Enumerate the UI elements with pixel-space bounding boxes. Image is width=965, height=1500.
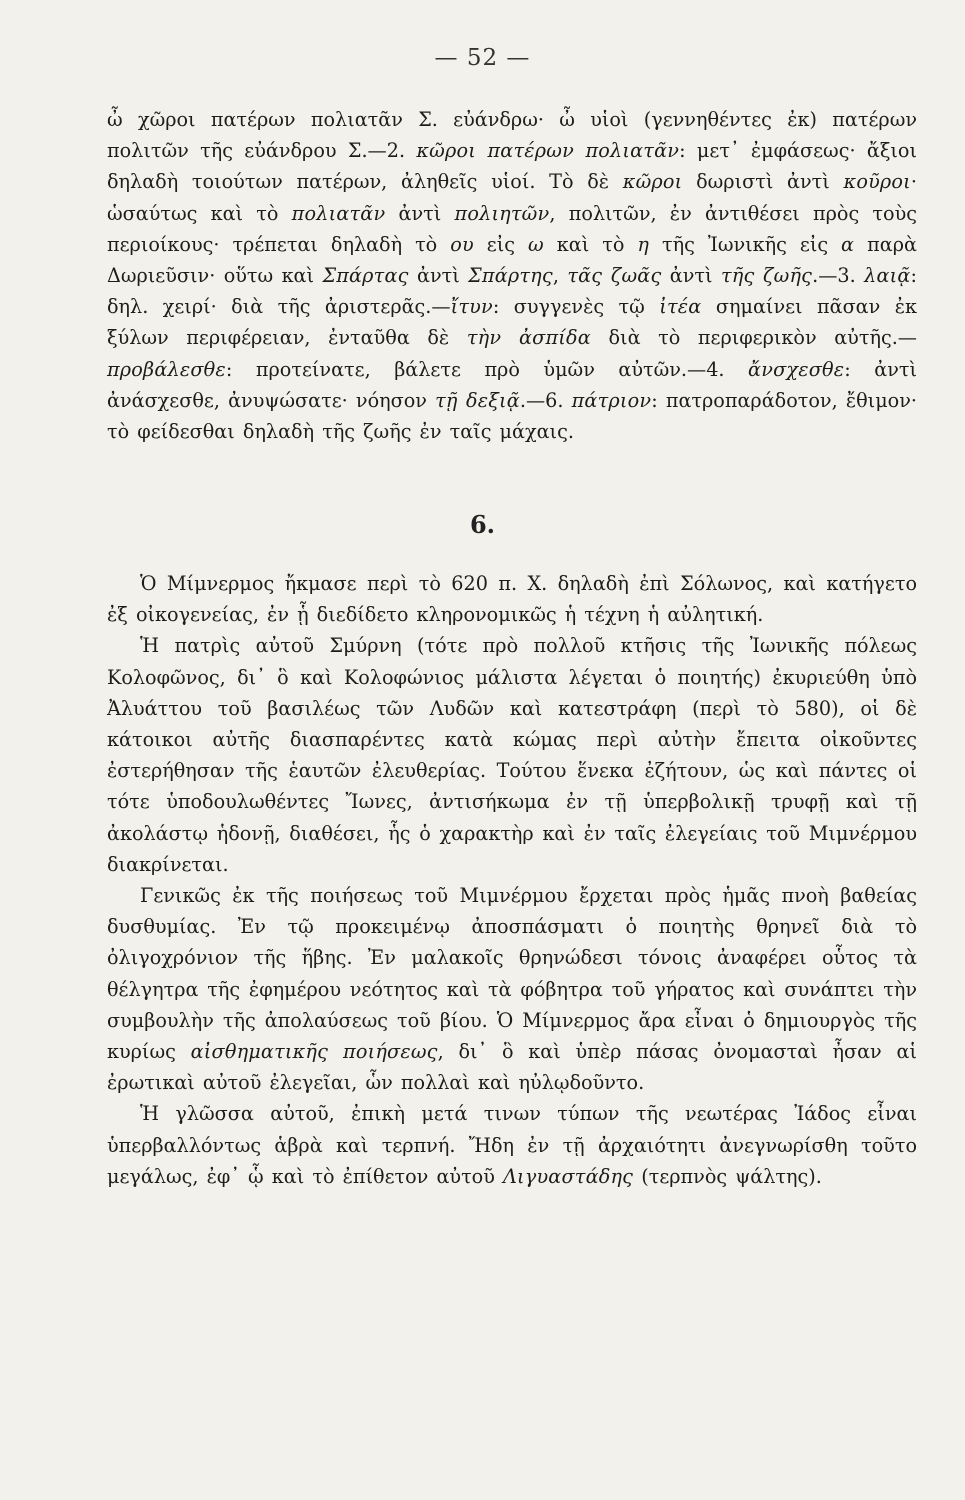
paragraph (107, 880, 917, 1098)
section-number: 6. (469, 510, 496, 539)
commentary-paragraph (107, 104, 917, 447)
note-text: εἰς (473, 232, 528, 256)
note-lemma: Σπάρτας (322, 264, 409, 288)
note-lemma: η (637, 232, 650, 256)
note-lemma: προβάλεσθε (107, 357, 226, 381)
note-text: ὦ χῶροι πατέρων πολιατᾶν Σ. εὐάνδρω· ὦ υἱοὶ (γεννηθέντες ἐκ) πατέρων πολιτῶν τῆς εὐάνδρου Σ.—2. (107, 108, 917, 163)
paragraph-text: Γενικῶς ἐκ τῆς ποιήσεως τοῦ Μιμνέρμου ἔρχεται πρὸς ἡμᾶς πνοὴ βαθείας δυσθυμίας. Ἐν τῷ προκειμένῳ ἀποσπάσματι ὁ ποιητὴς θρηνεῖ διὰ τὸ ὀλιγοχρόνιον τῆς ἥβης. Ἐν μαλακοῖς θρηνώδεσι τόνοις ἀναφέρει οὗτος τὰ θέλγητρα τῆς ἐφημέρου νεότητος καὶ τὰ φόβητρα τοῦ γήρατος καὶ συνάπτει τὴν συμβουλὴν τῆς ἀπολαύσεως τοῦ βίου. Ὁ Μίμνερμος ἄρα εἶναι ὁ δημιουργὸς τῆς κυρίως (107, 884, 917, 1064)
emphasized-term: αἰσθηματικῆς ποιήσεως (190, 1040, 438, 1064)
note-lemma: τᾶς ζωᾶς (567, 264, 662, 288)
note-lemma: α (841, 232, 855, 256)
note-lemma: τῆς ζωῆς (720, 264, 813, 288)
paragraph: Ὁ Μίμνερμος ἤκμασε περὶ τὸ 620 π. Χ. δηλαδὴ ἐπὶ Σόλωνος, καὶ κατήγετο ἐξ οἰκογενείας, ἐν ᾗ διεδίδετο κληρονομικῶς ἡ τέχνη ἡ αὐλητική. (107, 572, 917, 627)
note-lemma: πάτριον (571, 388, 652, 412)
note-lemma: κοῦροι (843, 170, 911, 194)
note-lemma: κῶροι (622, 170, 683, 194)
note-text: : συγγενὲς τῷ (492, 295, 660, 319)
note-text: : δηλ. χειρί· διὰ τῆς ἀριστερᾶς.— (107, 264, 917, 319)
emphasized-term: Λιγυαστάδης (503, 1164, 634, 1188)
note-text: : μετ᾽ ἐμφάσεως· ἄξιοι δηλαδὴ τοιούτων πατέρων, ἀληθεῖς υἱοί. Τὸ δὲ (107, 139, 917, 194)
note-text: τῆς Ἰωνικῆς εἰς (649, 232, 842, 256)
note-text: σημαίνει πᾶσαν ἐκ ξύλων περιφέρειαν, ἐνταῦθα δὲ (107, 295, 918, 350)
paragraph (107, 1098, 917, 1192)
note-text: .—6. (519, 388, 572, 412)
commentary-notes (107, 104, 917, 447)
paragraph-text: , δι᾽ ὃ καὶ ὑπὲρ πάσας ὀνομασταὶ ἦσαν αἱ ἐρωτικαὶ αὐτοῦ ἐλεγεῖαι, ὧν πολλαὶ καὶ ηὐλῳδοῦντο. (107, 1040, 917, 1095)
note-text: διὰ τὸ περιφερικὸν αὐτῆς.— (590, 326, 917, 350)
note-text: · ὡσαύτως καὶ τὸ (107, 170, 917, 225)
note-lemma: τὴν ἀσπίδα (466, 326, 591, 350)
note-text: .—3. (812, 264, 865, 288)
note-text: , πολιτῶν, ἐν ἀντιθέσει πρὸς τοὺς περιοίκους· τρέπεται δηλαδὴ τὸ (107, 201, 917, 256)
note-text: : προτείνατε, βάλετε πρὸ ὑμῶν αὐτῶν.—4. (225, 357, 749, 381)
paragraph-text: Ἡ γλῶσσα αὐτοῦ, ἐπικὴ μετά τινων τύπων τῆς νεωτέρας Ἰάδος εἶναι ὑπερβαλλόντως ἁβρὰ καὶ τερπνή. Ἤδη ἐν τῇ ἀρχαιότητι ἀνεγνωρίσθη τοῦτο μεγάλως, ἐφ᾽ ᾧ καὶ τὸ ἐπίθετον αὐτοῦ (107, 1102, 917, 1188)
note-lemma: ω (527, 232, 544, 256)
note-lemma: ἴτυν (450, 295, 493, 319)
body-text (107, 568, 917, 1192)
page-number: — 52 — (434, 45, 531, 71)
note-text: : πατροπαράδοτον, ἔθιμον· τὸ φείδεσθαι δηλαδὴ τῆς ζωῆς ἐν ταῖς μάχαις. (107, 388, 917, 444)
note-text: ἀντὶ (385, 201, 455, 225)
note-text: ἀντὶ (408, 264, 469, 288)
note-lemma: πολιατᾶν (291, 201, 386, 225)
note-lemma: ἄνσχεσθε (748, 357, 845, 381)
note-lemma: πολιητῶν (454, 201, 550, 225)
note-text: ἀντὶ (661, 264, 721, 288)
note-lemma: κῶροι πατέρων πολιατᾶν (416, 139, 680, 163)
note-text: καὶ τὸ (543, 232, 638, 256)
note-lemma: Σπάρτης (468, 264, 553, 288)
note-text: παρὰ Δωριεῦσιν· οὕτω καὶ (107, 232, 917, 288)
note-text: , (552, 264, 568, 288)
note-lemma: ου (450, 232, 474, 256)
note-text: : ἀντὶ ἀνάσχεσθε, ἀνυψώσατε· νόησον (107, 357, 917, 412)
note-lemma: λαιᾷ (864, 264, 911, 288)
paragraph: Ἡ πατρὶς αὐτοῦ Σμύρνη (τότε πρὸ πολλοῦ κτῆσις τῆς Ἰωνικῆς πόλεως Κολοφῶνος, δι᾽ ὃ καὶ Κολοφώνιος μάλιστα λέγεται ὁ ποιητής) ἐκυριεύθη ὑπὸ Ἀλυάττου τοῦ βασιλέως τῶν Λυδῶν καὶ κατεστράφη (περὶ τὸ 580), οἱ δὲ κάτοικοι αὐτῆς διασπαρέντες κατὰ κώμας περὶ αὐτὴν ἔπειτα οἰκοῦντες ἐστερήθησαν τῆς ἑαυτῶν ἐλευθερίας. Τούτου ἕνεκα ἐζήτουν, ὡς καὶ πάντες οἱ τότε ὑποδουλωθέντες Ἴωνες, ἀντισήκωμα ἐν τῇ ὑπερβολικῇ τρυφῇ καὶ τῇ ἀκολάστῳ ἡδονῇ, διαθέσει, ἧς ὁ χαρακτὴρ καὶ ἐν ταῖς ἐλεγείαις τοῦ Μιμνέρμου διακρίνεται. (107, 634, 917, 876)
note-lemma: ἰτέα (659, 295, 702, 319)
note-text: δωριστὶ ἀντὶ (682, 170, 844, 194)
note-lemma: τῇ δεξιᾷ (435, 388, 520, 412)
paragraph-text: (τερπνὸς ψάλτης). (633, 1164, 822, 1188)
